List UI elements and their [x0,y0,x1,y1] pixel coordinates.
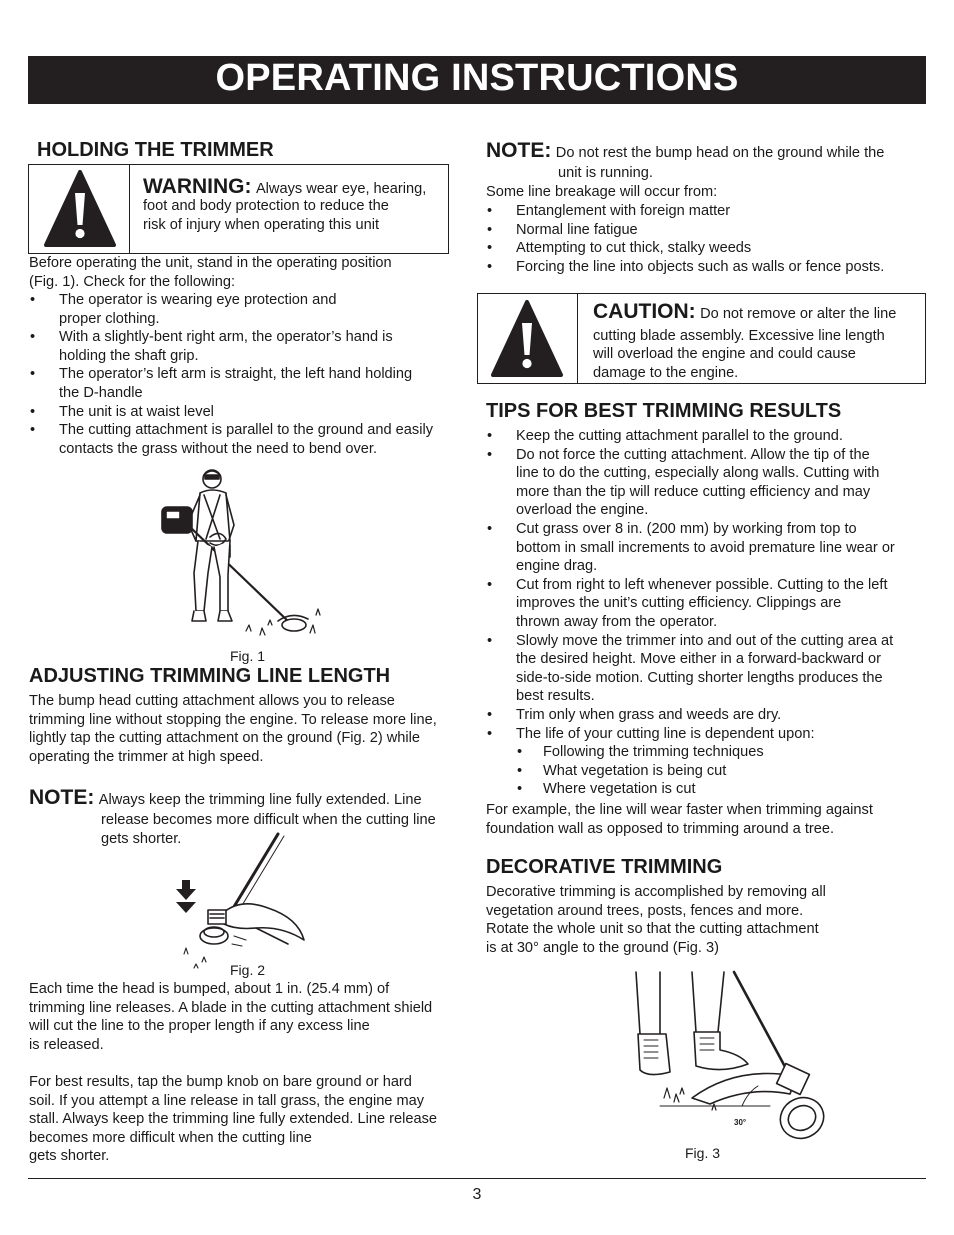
warning-triangle-icon [490,299,564,379]
warning-text [143,175,426,199]
caution-line-1: Do not remove or alter the line [700,306,897,322]
list-item: • Cut grass over 8 in. (200 mm) by working from top to bottom in small increments to avoid premature line wear or engine drag. [486,520,931,576]
fig1-caption: Fig. 1 [230,648,266,664]
right-note [486,139,884,163]
list-item: • Where vegetation is cut [516,780,931,799]
heading-holding-trimmer: HOLDING THE TRIMMER [37,139,274,161]
fig3-caption: Fig. 3 [685,1145,721,1161]
list-item: • Slowly move the trimmer into and out of the cutting area at the desired height. Move either in a forward-backward or side-to-side motion. Cutting shorter lengths produces the best results. [486,632,931,706]
adjusting-paragraph-2: Each time the head is bumped, about 1 in. (25.4 mm) of trimming line releases. A blade in the cutting attachment shield will cut the line to the proper length if any excess line is released. [29,981,433,1053]
fig3-decorative-trimming-illustration [630,970,840,1142]
list-item: • With a slightly-bent right arm, the operator’s hand is holding the shaft grip. [29,328,469,365]
holding-intro [29,254,392,291]
warning-line-2: foot and body protection to reduce the [143,198,389,214]
list-item: • Do not force the cutting attachment. Allow the tip of the line to do the cutting, especially along walls. Cutting with more than the tip will reduce cutting efficiency and may overload the engine. [486,446,931,520]
note-line-1: Always keep the trimming line fully extended. Line [98,792,422,808]
list-item: • The life of your cutting line is dependent upon: • Following the trimming techniques • What vegetation is being cut • Where vegetation is cut [486,725,931,799]
list-item: • The operator’s left arm is straight, the left hand holding the D-handle [29,365,469,402]
heading-adjusting-line: ADJUSTING TRIMMING LINE LENGTH [29,665,391,687]
caution-line-3: will overload the engine and could cause [593,346,856,362]
list-item: • Trim only when grass and weeds are dry. [486,706,931,725]
list-item: • Following the trimming techniques [516,743,931,762]
warning-line-1: Always wear eye, hearing, [255,181,427,197]
caution-line-4: damage to the engine. [593,365,739,381]
list-item: • The cutting attachment is parallel to the ground and easily contacts the grass without the need to bend over. [29,421,469,458]
caution-line-2: cutting blade assembly. Excessive line length [593,328,885,344]
caution-text [593,300,896,324]
holding-intro-line-1: Before operating the unit, stand in the operating position [29,255,392,271]
list-item: • Keep the cutting attachment parallel to the ground. [486,427,931,446]
adjusting-paragraph-3: For best results, tap the bump knob on bare ground or hard soil. If you attempt a line release in tall grass, the engine may stall. Always keep the trimming line fully extended. Line release becomes more difficult when the cutting line gets shorter. [29,1074,438,1165]
tips-list [486,427,931,799]
list-item: • The operator is wearing eye protection and proper clothing. [29,291,469,328]
list-item: • Normal line fatigue [486,221,926,240]
list-item: • Forcing the line into objects such as walls or fence posts. [486,258,926,277]
list-item: • What vegetation is being cut [516,762,931,781]
page-title: OPERATING INSTRUCTIONS [215,57,739,99]
fig1-operator-illustration [150,465,325,643]
fig2-bump-head-illustration [172,832,312,972]
tips-sub-list [516,743,931,799]
warning-triangle-icon [43,169,117,249]
page-number: 3 [472,1186,482,1203]
footer-divider [28,1178,926,1179]
list-item: • Attempting to cut thick, stalky weeds [486,239,926,258]
heading-tips: TIPS FOR BEST TRIMMING RESULTS [486,400,842,422]
adjusting-note [29,786,422,810]
double-down-arrow-icon [176,880,196,913]
right-note-line-1: Do not rest the bump head on the ground while the [555,145,885,161]
note-line-3: gets shorter. [101,831,182,847]
warning-box [28,164,449,254]
heading-decorative: DECORATIVE TRIMMING [486,856,723,878]
note-line-2: release becomes more difficult when the cutting line [101,812,436,828]
warning-line-3: risk of injury when operating this unit [143,217,380,233]
list-item: • The unit is at waist level [29,403,469,422]
warning-label: WARNING: [143,175,252,198]
breakage-list [486,202,926,276]
list-item: • Entanglement with foreign matter [486,202,926,221]
holding-intro-line-2: (Fig. 1). Check for the following: [29,273,236,290]
caution-box [477,293,926,384]
right-note-line-2: unit is running. [558,165,653,181]
note-label: NOTE: [29,786,95,809]
decorative-paragraph: Decorative trimming is accomplished by removing all vegetation around trees, posts, fences and more. Rotate the whole unit so that the cutting attachment is at 30° angle to the ground (Fig. 3) [486,884,826,956]
caution-label: CAUTION: [593,300,696,323]
tips-closing: For example, the line will wear faster when trimming against foundation wall as opposed to trimming around a tree. [486,802,873,837]
angle-label: 30° [734,1118,747,1127]
breakage-intro: Some line breakage will occur from: [486,184,718,200]
adjusting-paragraph-1: The bump head cutting attachment allows you to release trimming line without stopping the engine. To release more line, lightly tap the cutting attachment on the ground (Fig. 2) while operating the trimmer at high speed. [29,693,437,765]
title-banner [28,56,926,104]
holding-checklist [29,291,469,458]
right-note-label: NOTE: [486,139,552,162]
fig2-caption: Fig. 2 [230,962,266,978]
list-item: • Cut from right to left whenever possible. Cutting to the left improves the unit’s cutting efficiency. Clippings are thrown away from the operator. [486,576,931,632]
